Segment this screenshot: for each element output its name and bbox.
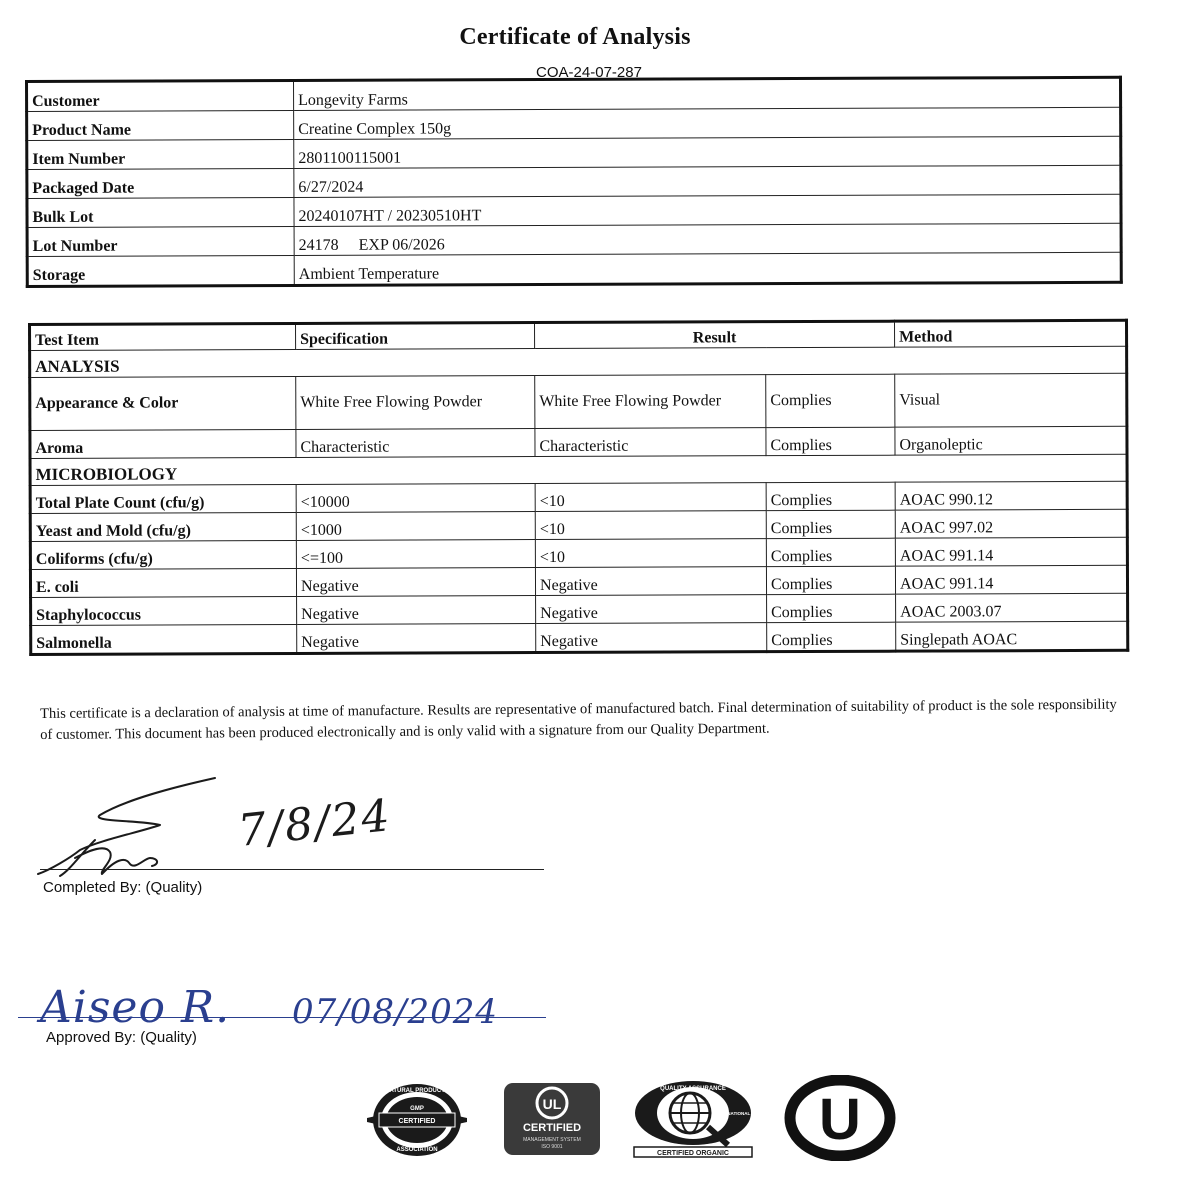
table-row xyxy=(31,621,1128,654)
test-status: Complies xyxy=(766,482,895,510)
test-method: AOAC 991.14 xyxy=(895,537,1127,566)
header-test-item: Test Item xyxy=(30,323,296,350)
info-label: Bulk Lot xyxy=(27,197,294,227)
document-number: COA-24-07-287 xyxy=(536,64,642,81)
ul-certified-badge-icon xyxy=(502,1081,602,1157)
header-result: Result xyxy=(535,321,895,348)
test-result: <10 xyxy=(535,539,766,568)
test-item: Yeast and Mold (cfu/g) xyxy=(30,512,296,541)
test-method: AOAC 991.14 xyxy=(895,565,1127,594)
test-spec: <10000 xyxy=(296,484,535,513)
table-row xyxy=(30,509,1127,541)
test-result: <10 xyxy=(535,511,766,540)
test-result: Negative xyxy=(535,567,766,596)
test-item: Coliforms (cfu/g) xyxy=(30,540,296,569)
info-row xyxy=(27,165,1121,198)
test-method: Visual xyxy=(895,373,1127,427)
info-value: 2801100115001 xyxy=(294,136,1121,168)
section-row xyxy=(30,346,1127,377)
info-value: Longevity Farms xyxy=(294,77,1121,110)
test-method: AOAC 990.12 xyxy=(895,481,1127,510)
section-title: MICROBIOLOGY xyxy=(30,454,1127,485)
svg-text:INTERNATIONAL: INTERNATIONAL xyxy=(713,1111,751,1116)
table-row xyxy=(30,565,1127,597)
test-spec: Negative xyxy=(297,596,536,625)
header-specification: Specification xyxy=(296,323,535,350)
test-item: Aroma xyxy=(30,429,296,458)
test-item: Salmonella xyxy=(31,624,297,654)
test-status: Complies xyxy=(766,374,895,427)
test-item: Total Plate Count (cfu/g) xyxy=(30,484,296,513)
approved-signature-line xyxy=(18,1017,546,1018)
info-value: 6/27/2024 xyxy=(294,165,1121,197)
info-row xyxy=(27,252,1121,286)
test-method: Singlepath AOAC xyxy=(896,621,1128,651)
info-value: 20240107HT / 20230510HT xyxy=(294,194,1121,226)
ou-kosher-symbol-icon xyxy=(784,1075,896,1161)
table-row xyxy=(30,373,1127,430)
section-row xyxy=(30,454,1127,485)
info-row xyxy=(27,136,1121,169)
info-value: Ambient Temperature xyxy=(294,252,1121,285)
test-spec: White Free Flowing Powder xyxy=(296,376,535,430)
test-method: AOAC 2003.07 xyxy=(896,593,1128,622)
info-row xyxy=(27,107,1121,140)
test-result: Characteristic xyxy=(535,428,766,457)
test-status: Complies xyxy=(766,427,895,455)
test-spec: Negative xyxy=(296,568,535,597)
info-row xyxy=(27,223,1121,256)
header-method: Method xyxy=(894,320,1126,347)
info-label: Product Name xyxy=(27,110,294,140)
table-row xyxy=(30,426,1127,458)
test-spec: <1000 xyxy=(296,512,535,541)
certification-logos xyxy=(360,1075,920,1165)
product-info-table xyxy=(25,76,1123,288)
document-title: Certificate of Analysis xyxy=(459,24,691,50)
approved-by-caption: Approved By: (Quality) xyxy=(46,1029,197,1046)
test-item: Appearance & Color xyxy=(30,376,296,430)
svg-text:ASSOCIATION: ASSOCIATION xyxy=(396,1147,438,1153)
info-row xyxy=(27,77,1121,111)
gmp-certified-seal-icon xyxy=(365,1080,469,1160)
qai-organic-seal-icon xyxy=(632,1079,754,1159)
test-item: Staphylococcus xyxy=(31,596,297,625)
test-result: Negative xyxy=(536,623,767,653)
test-result: Negative xyxy=(536,595,767,624)
test-results-table xyxy=(28,319,1129,656)
test-status: Complies xyxy=(766,510,895,538)
test-spec: <=100 xyxy=(296,540,535,569)
svg-text:CERTIFIED ORGANIC: CERTIFIED ORGANIC xyxy=(657,1150,729,1157)
svg-text:UL: UL xyxy=(542,1096,562,1112)
table-row xyxy=(30,537,1127,569)
info-label: Lot Number xyxy=(27,226,294,256)
test-status: Complies xyxy=(766,566,895,594)
info-label: Item Number xyxy=(27,139,294,169)
svg-text:CERTIFIED: CERTIFIED xyxy=(522,1122,582,1134)
info-label: Storage xyxy=(27,255,294,286)
svg-text:ISO 9001: ISO 9001 xyxy=(541,1144,563,1150)
test-spec: Negative xyxy=(297,624,536,654)
table-row xyxy=(30,481,1127,513)
table-row xyxy=(31,593,1128,625)
test-status: Complies xyxy=(767,594,896,622)
svg-text:QUALITY ASSURANCE: QUALITY ASSURANCE xyxy=(660,1086,726,1092)
info-value: Creatine Complex 150g xyxy=(294,107,1121,139)
approved-signature-date: 07/08/2024 xyxy=(292,992,498,1032)
svg-text:NATURAL PRODUCTS: NATURAL PRODUCTS xyxy=(385,1088,449,1094)
test-spec: Characteristic xyxy=(296,429,535,458)
info-value: 24178 EXP 06/2026 xyxy=(294,223,1121,255)
info-label: Packaged Date xyxy=(27,168,294,198)
svg-text:CERTIFIED: CERTIFIED xyxy=(398,1118,436,1125)
approved-signature-name: Aiseo R. xyxy=(40,982,231,1033)
svg-text:MANAGEMENT SYSTEM: MANAGEMENT SYSTEM xyxy=(523,1137,581,1143)
info-row xyxy=(27,194,1121,227)
test-result: White Free Flowing Powder xyxy=(535,375,766,429)
test-status: Complies xyxy=(767,622,896,651)
test-method: Organoleptic xyxy=(895,426,1127,455)
completed-signature-line xyxy=(40,869,544,870)
test-method: AOAC 997.02 xyxy=(895,509,1127,538)
test-item: E. coli xyxy=(30,568,296,597)
info-label: Customer xyxy=(27,80,294,111)
svg-text:GMP: GMP xyxy=(410,1106,424,1112)
test-result: <10 xyxy=(535,483,766,512)
disclaimer-text: This certificate is a declaration of analysis at time of manufacture. Results are representative of manufactured batch. Final determination of suitability of product is the sole responsibility of customer. This document has been produced electronically and is only valid with a signature from our Quality Department. xyxy=(40,696,1117,743)
completed-date: 7/8/24 xyxy=(235,790,394,857)
test-status: Complies xyxy=(766,538,895,566)
completed-by-caption: Completed By: (Quality) xyxy=(43,879,203,896)
svg-text:U: U xyxy=(819,1087,861,1152)
section-title: ANALYSIS xyxy=(30,346,1127,377)
